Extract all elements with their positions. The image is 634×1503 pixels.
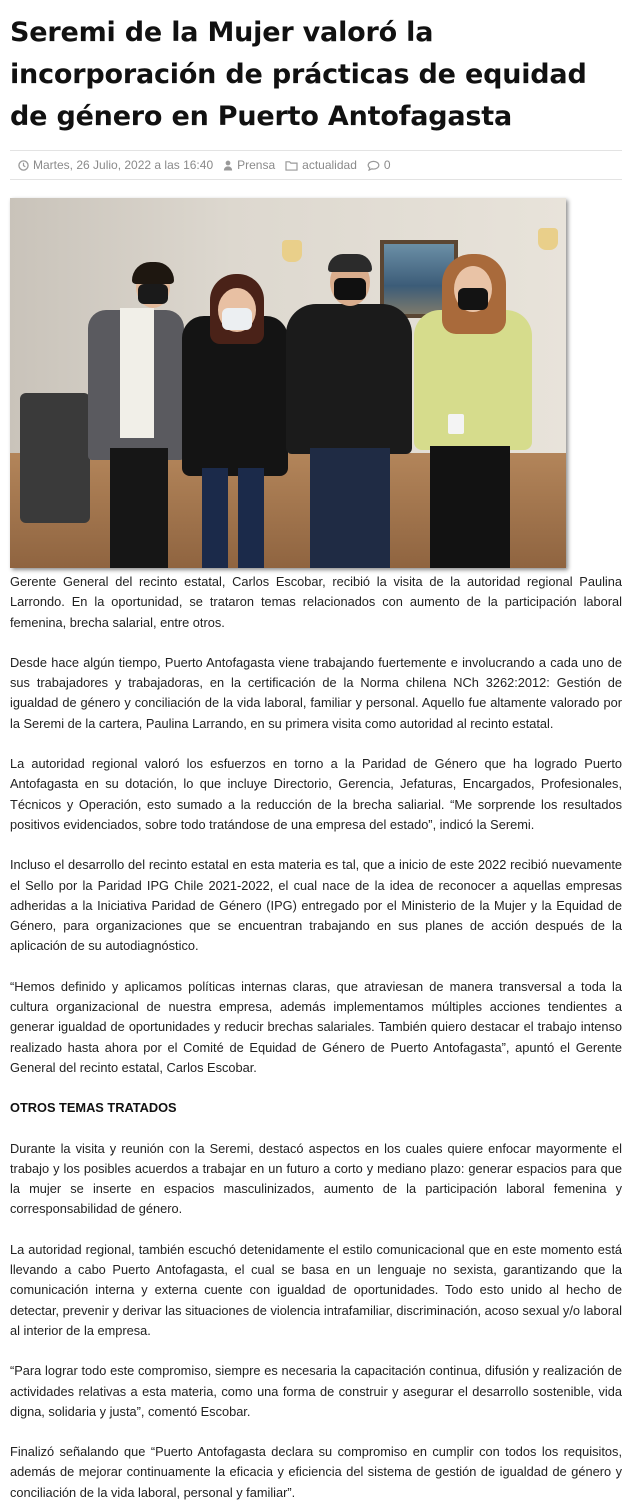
clock-icon <box>18 160 29 171</box>
article-meta <box>10 150 622 180</box>
person-1 <box>80 248 190 568</box>
author-meta[interactable] <box>223 158 275 172</box>
comments-meta[interactable] <box>367 158 391 172</box>
paragraph: Incluso el desarrollo del recinto estatal en esta materia es tal, que a inicio de este 2022 recibió nuevamente el Sello por la Paridad IPG Chile 2021-2022, el cual nace de la idea de reconocer a aquellas empresas adheridas a la Iniciativa Paridad de Género (IPG) entregado por el Ministerio de la Mujer y la Equidad de Género, para organizaciones que se encuentran trabajando en sus planes de acción después de la aplicación de su autodiagnóstico. <box>10 857 622 954</box>
article-photo <box>10 198 566 568</box>
publish-date: Martes, 26 Julio, 2022 a las 16:40 <box>33 158 214 172</box>
author-link[interactable]: Prensa <box>237 158 276 172</box>
section-heading: OTROS TEMAS TRATADOS <box>10 1100 177 1116</box>
paragraph: “Hemos definido y aplicamos políticas internas claras, que atraviesan de manera transversal a toda la cultura organizacional de nuestra empresa, además implementamos múltiples acciones tendientes a generar igualdad de oportunidades y reducir brechas salariales. También quiero destacar el trabajo intenso realizado hasta ahora por el Comité de Equidad de Género de Puerto Antofagasta”, apuntó el Gerente General del recinto estatal, Carlos Escobar. <box>10 978 622 1075</box>
person-4 <box>414 238 534 568</box>
paragraph: La autoridad regional valoró los esfuerzos en torno a la Paridad de Género que ha logrado Puerto Antofagasta en su dotación, lo que incluye Directorio, Gerencia, Jefaturas, Encargados, Profesionales, Técnicos y Operación, esto sumado a la reducción de la brecha saliarial. “Me sorprende los resultados positivos evidenciados, sobre todo tratándose de una empresa del estado”, indicó la Seremi. <box>10 756 622 832</box>
person-2 <box>182 268 292 568</box>
lamp-right <box>538 228 558 250</box>
category-link[interactable]: actualidad <box>302 158 357 172</box>
paragraph: La autoridad regional, también escuchó detenidamente el estilo comunicacional que en este momento está llevando a cabo Puerto Antofagasta, el cual se basa en un lenguaje no sexista, garantizando que la comunicación interna y externa cuente con igualdad de oportunidades. Todo esto unido al hecho de detectar, prevenir y derivar las situaciones de violencia intrafamiliar, discriminación, acoso sexual y/o laboral al interior de la empresa. <box>10 1241 622 1338</box>
date-meta <box>18 158 213 172</box>
user-icon <box>223 160 233 171</box>
paragraph: “Para lograr todo este compromiso, siempre es necesaria la capacitación continua, difusión y realización de actividades relativas a esta materia, como una forma de construir y asegurar el desarrollo sostenible, vida digna, solidaria y justa”, comentó Escobar. <box>10 1363 622 1419</box>
person-3 <box>286 238 412 568</box>
paragraph: Finalizó señalando que “Puerto Antofagasta declara su compromiso en cumplir con todos los requisitos, además de mejorar continuamente la eficacia y eficiencia del sistema de gestión de igualdad de género y conciliación de la vida laboral, personal y familiar”. <box>10 1444 622 1500</box>
photo-caption: Gerente General del recinto estatal, Carlos Escobar, recibió la visita de la autoridad regional Paulina Larrondo. En la oportunidad, se trataron temas relacionados con aumento de la participación laboral femenina, brecha salarial, entre otros. <box>10 574 622 630</box>
paragraph: Desde hace algún tiempo, Puerto Antofagasta viene trabajando fuertemente e involucrando a cada uno de sus trabajadores y trabajadoras, en la certificación de la Norma chilena NCh 3262:2012: Gestión de igualdad de género y conciliación de la vida laboral, familiar y personal. Aquello fue altamente valorado por la Seremi de la cartera, Paulina Larrando, en su primera visita como autoridad al recinto estatal. <box>10 654 622 731</box>
article <box>10 0 622 1503</box>
category-meta[interactable] <box>285 158 357 172</box>
folder-icon <box>285 160 298 171</box>
page-title: Seremi de la Mujer valoró la incorporación de prácticas de equidad de género en Puerto Antofagasta <box>10 17 587 132</box>
comment-icon <box>367 160 380 171</box>
paragraph: Durante la visita y reunión con la Seremi, destacó aspectos en los cuales quiere enfocar mayormente el trabajo y los posibles acuerdos a trabajar en un futuro a corto y mediano plazo: generar espacios para que la mujer se inserte en espacios masculinizados, aumento de la participación laboral femenina y corresponsabilidad de género. <box>10 1140 622 1217</box>
comment-count[interactable]: 0 <box>383 158 391 172</box>
